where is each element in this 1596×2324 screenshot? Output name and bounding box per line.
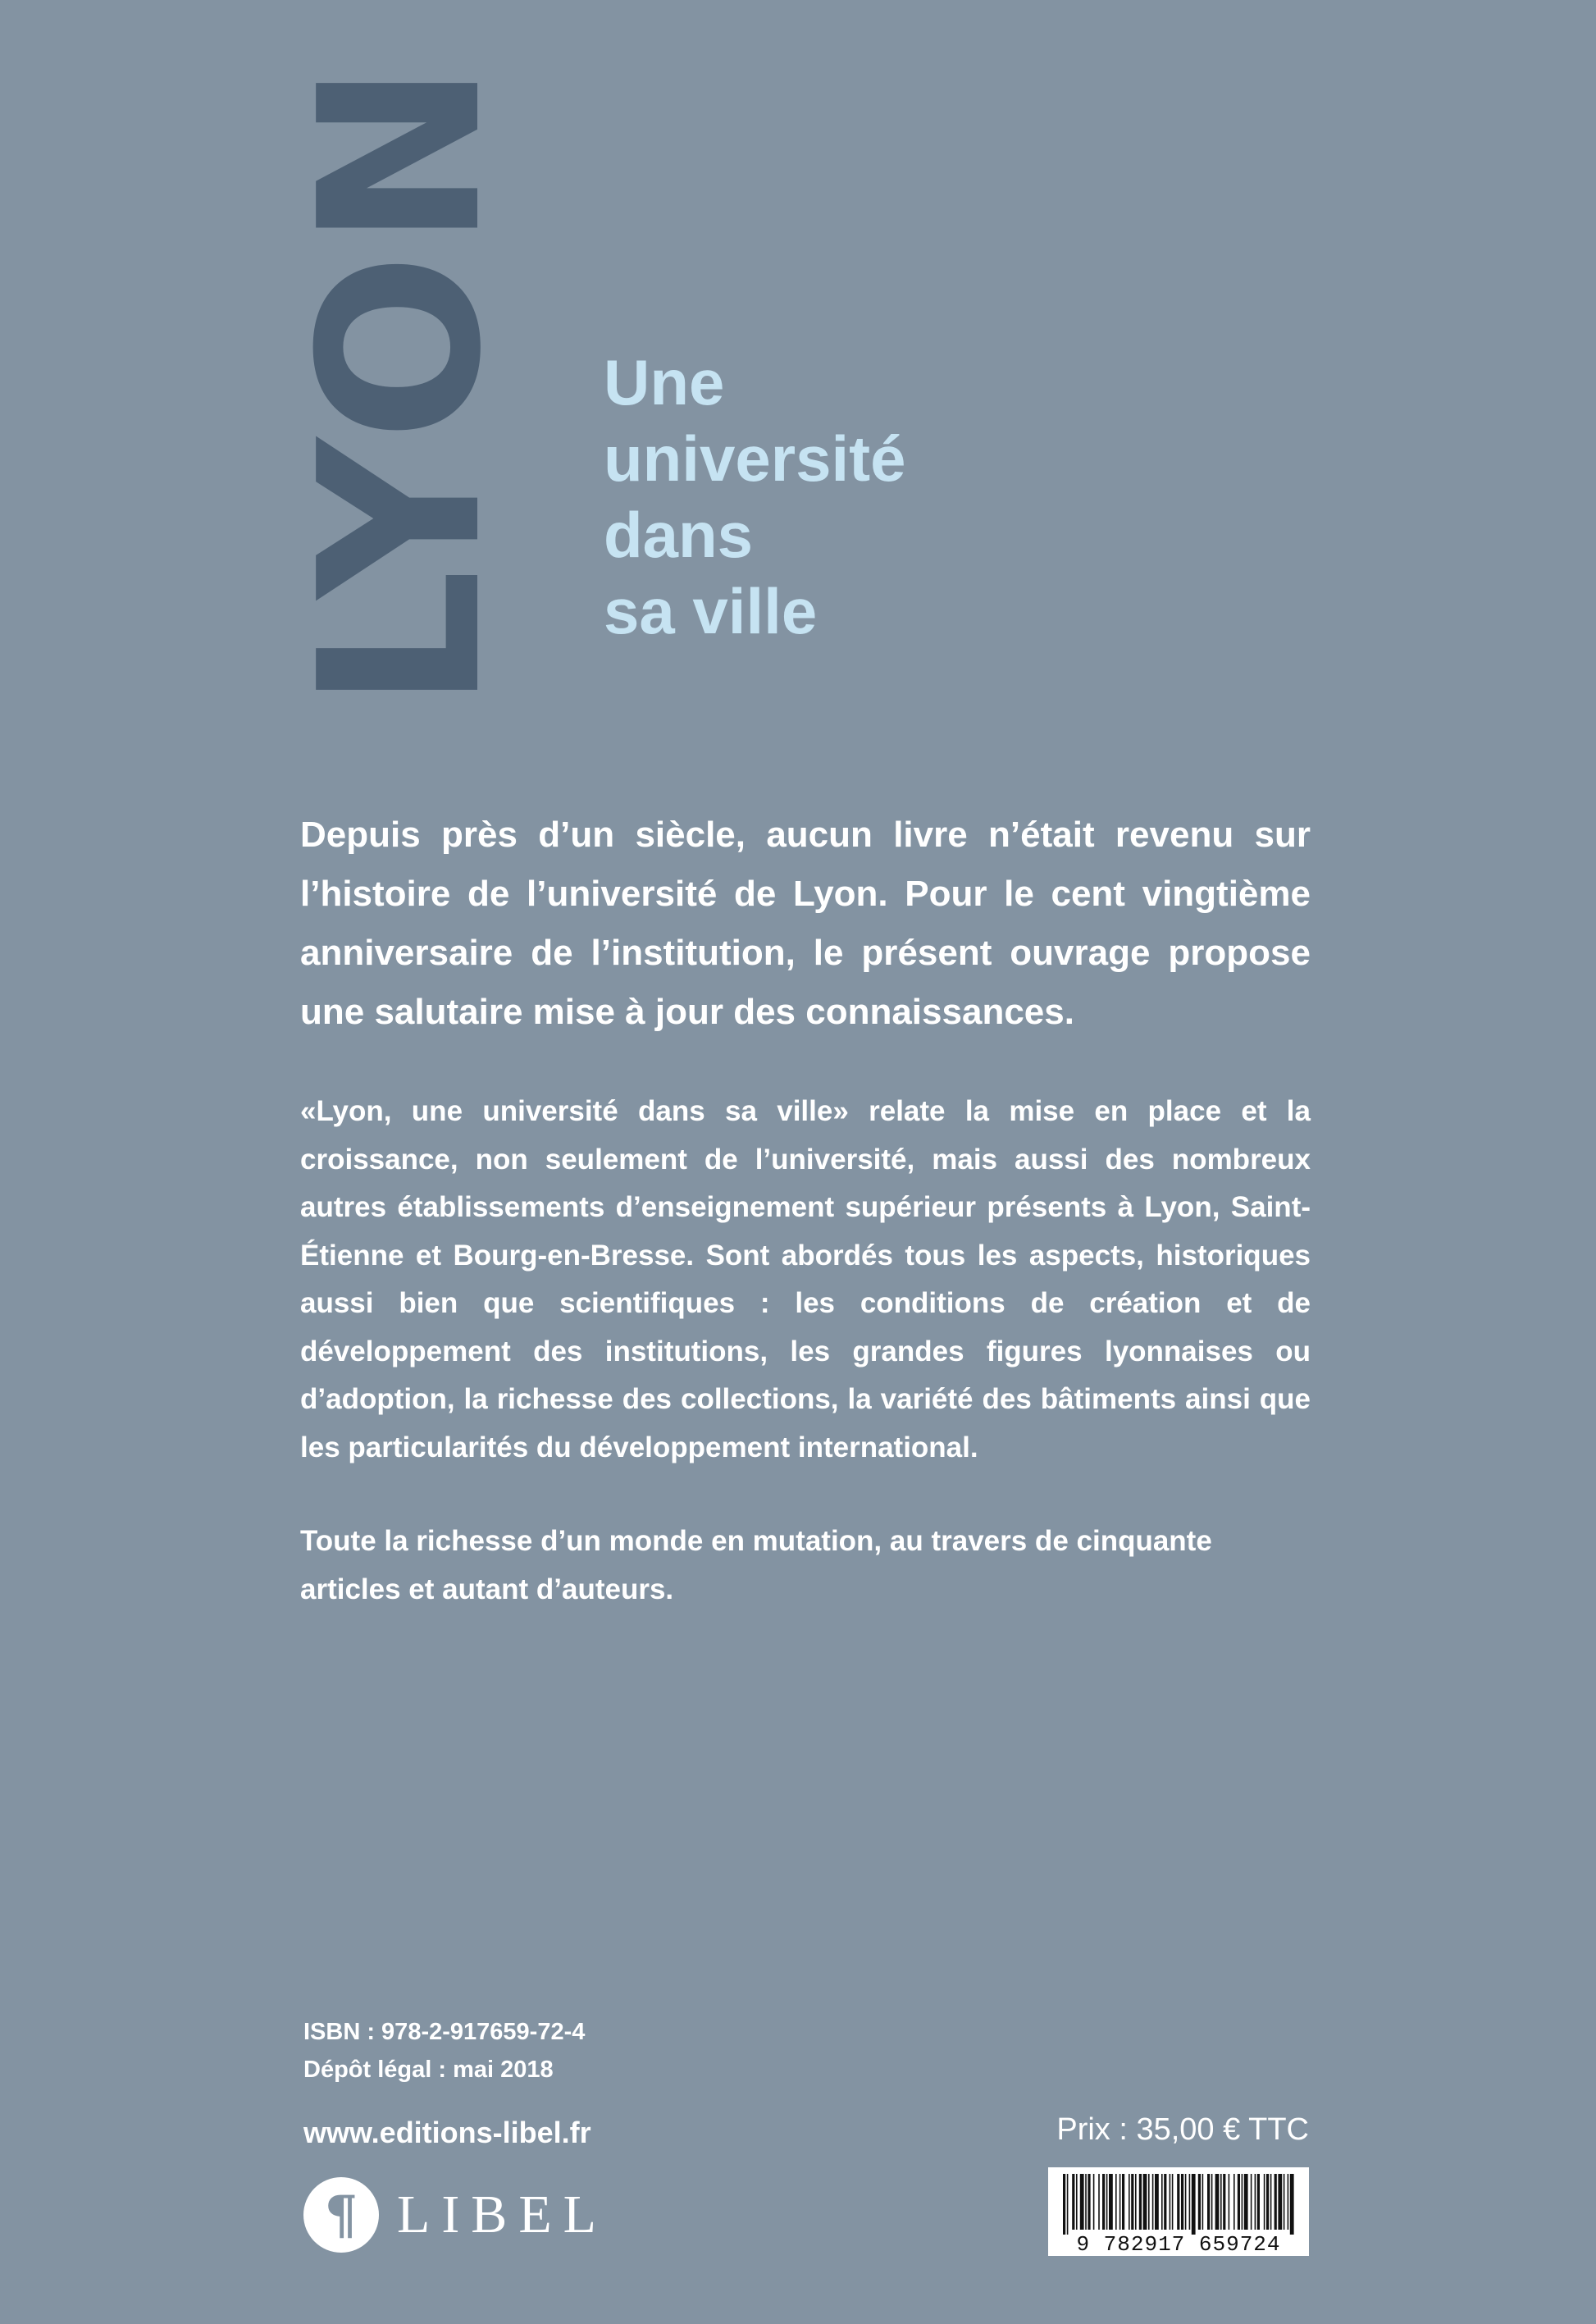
barcode-bar — [1284, 2174, 1285, 2230]
barcode-bar — [1109, 2174, 1113, 2230]
barcode-bar — [1192, 2174, 1196, 2235]
vertical-title-lyon: LYON — [271, 57, 530, 710]
subtitle-line: sa ville — [604, 575, 818, 647]
price-label: Prix : 35,00 € TTC — [1056, 2112, 1309, 2147]
barcode-bar — [1131, 2174, 1133, 2230]
barcode-bar — [1161, 2174, 1163, 2230]
publisher-name: LIBEL — [397, 2185, 608, 2244]
barcode-bar — [1198, 2174, 1201, 2230]
barcode-bar — [1106, 2174, 1108, 2230]
description-paragraph: «Lyon, une université dans sa ville» relate la mise en place et la croissance, non seulement de l’université, mais aussi des nombreux autres établissements d’enseignement supérieur présents à Lyon, Saint-Étienne et Bourg-en-Bresse. Sont abordés tous les aspects, historiques aussi bien que scientifiques : les conditions de création et de développement des institutions, les grandes figures lyonnaises ou d’adoption, la richesse des collections, la variété des bâtiments ainsi que les particularités du développement international. — [300, 1095, 1311, 1463]
barcode-bar — [1119, 2174, 1121, 2230]
barcode-bar — [1238, 2174, 1240, 2230]
subtitle — [604, 345, 905, 650]
barcode-bar — [1189, 2174, 1191, 2230]
barcode-bar — [1255, 2174, 1256, 2230]
lead-paragraph: Depuis près d’un siècle, aucun livre n’était revenu sur l’histoire de l’université de Lyon. Pour le cent vingtième anniversaire de l’institution, le présent ouvrage propose une salutaire mise à jour des connaissances. — [300, 815, 1311, 1032]
barcode-bar — [1164, 2174, 1166, 2230]
barcode-bar — [1275, 2174, 1277, 2230]
barcode-bar — [1152, 2174, 1154, 2230]
barcode-bar — [1170, 2174, 1171, 2230]
barcode-bar — [1172, 2174, 1174, 2230]
barcode-bar — [1290, 2174, 1294, 2235]
closing-paragraph: Toute la richesse d’un monde en mutation, au travers de cinquante articles et autant d’auteurs. — [300, 1525, 1212, 1605]
barcode — [1048, 2167, 1309, 2256]
barcode-bar — [1080, 2174, 1084, 2230]
legal-deposit-text: Dépôt légal : mai 2018 — [303, 2057, 554, 2083]
barcode-bar — [1264, 2174, 1265, 2230]
barcode-bar — [1155, 2174, 1159, 2230]
barcode-bar — [1093, 2174, 1095, 2230]
subtitle-line: Une — [604, 346, 725, 418]
barcode-bar — [1244, 2174, 1248, 2230]
barcode-bar — [1202, 2174, 1204, 2230]
barcode-bar — [1220, 2174, 1222, 2230]
barcode-bar — [1098, 2174, 1100, 2230]
barcode-bar — [1102, 2174, 1105, 2230]
barcode-bar — [1088, 2174, 1090, 2230]
subtitle-line: dans — [604, 499, 754, 571]
barcode-bar — [1063, 2174, 1065, 2235]
barcode-bar — [1115, 2174, 1117, 2230]
isbn-text: ISBN : 978-2-917659-72-4 — [303, 2019, 586, 2045]
publisher-logo — [303, 2176, 608, 2254]
barcode-bar — [1177, 2174, 1179, 2230]
barcode-bar — [1185, 2174, 1187, 2230]
barcode-bar — [1072, 2174, 1074, 2230]
barcode-bar — [1242, 2174, 1243, 2230]
barcode-bar — [1143, 2174, 1147, 2230]
barcode-digits: 9 782917 659724 — [1076, 2232, 1281, 2257]
barcode-bar — [1139, 2174, 1142, 2230]
barcode-bar — [1085, 2174, 1087, 2230]
barcode-bar — [1129, 2174, 1130, 2230]
barcode-bar — [1211, 2174, 1213, 2230]
barcode-bar — [1233, 2174, 1235, 2230]
barcode-bar — [1122, 2174, 1124, 2230]
barcode-bar — [1257, 2174, 1260, 2230]
barcode-bars — [1048, 2167, 1309, 2235]
publisher-website: www.editions-libel.fr — [303, 2116, 591, 2149]
barcode-bar — [1215, 2174, 1220, 2230]
barcode-bar — [1067, 2174, 1069, 2235]
barcode-bar — [1270, 2174, 1272, 2230]
barcode-bar — [1229, 2174, 1230, 2230]
barcode-bar — [1148, 2174, 1150, 2230]
barcode-bar — [1181, 2174, 1183, 2230]
barcode-bar — [1207, 2174, 1210, 2230]
barcode-bar — [1251, 2174, 1252, 2230]
publication-info — [303, 2013, 585, 2089]
barcode-bar — [1288, 2174, 1289, 2230]
subtitle-line: université — [604, 422, 906, 495]
barcode-bar — [1076, 2174, 1078, 2230]
barcode-bar — [1223, 2174, 1225, 2230]
pilcrow-icon: ¶ — [303, 2177, 379, 2253]
barcode-bar — [1278, 2174, 1282, 2230]
barcode-bar — [1135, 2174, 1137, 2230]
barcode-bar — [1266, 2174, 1269, 2230]
